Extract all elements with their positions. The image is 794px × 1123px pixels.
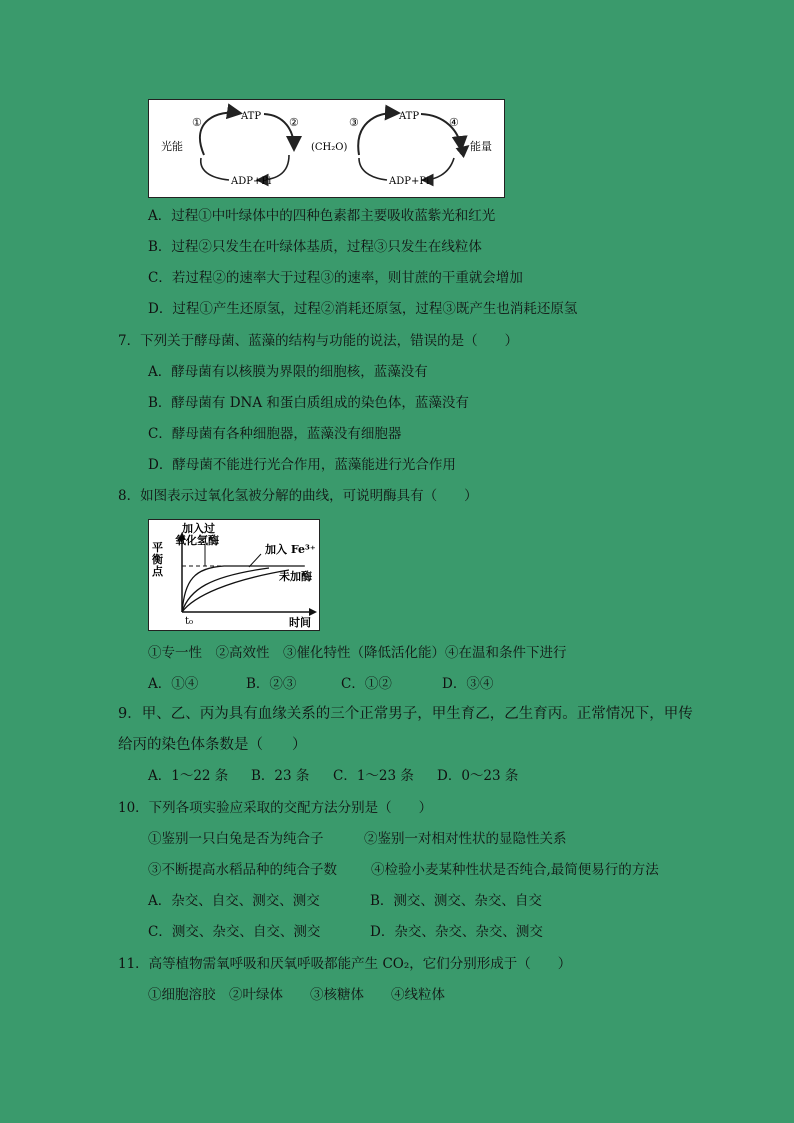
q8-option-c: C．①② <box>341 676 392 692</box>
label-atp-left: ATP <box>241 111 262 122</box>
q11-items: ①细胞溶胶 ②叶绿体 ③核糖体 ④线粒体 <box>148 987 445 1003</box>
q10-option-b: B．测交、测交、杂交、自交 <box>370 893 542 909</box>
label-energy: 能量 <box>470 140 492 153</box>
curve-fe3 <box>182 568 269 612</box>
graph-svg <box>149 520 319 630</box>
arrow-process-3 <box>358 113 397 155</box>
label-light-energy: 光能 <box>161 140 183 153</box>
label-adp-left: ADP+Pi <box>231 176 272 187</box>
q8-option-a: A．①④ <box>148 676 199 692</box>
q9-option-b: B．23 条 <box>251 768 310 784</box>
q11-stem: 11．高等植物需氧呼吸和厌氧呼吸都能产生 CO₂，它们分别形成于（ ） <box>118 956 572 972</box>
q6-option-a: A．过程①中叶绿体中的四种色素都主要吸收蓝紫光和红光 <box>148 208 496 224</box>
curve-no-enzyme <box>182 570 289 612</box>
q9-option-d: D．0～23 条 <box>437 768 519 784</box>
label-time: 时间 <box>289 616 311 629</box>
q10-option-d: D．杂交、杂交、杂交、测交 <box>370 924 543 940</box>
label-circle-2: ② <box>289 116 299 129</box>
q6-option-d: D．过程①产生还原氢，过程②消耗还原氢，过程③既产生也消耗还原氢 <box>148 301 578 317</box>
label-fe3: 加入 Fe³⁺ <box>265 543 316 556</box>
q7-option-c: C．酵母菌有各种细胞器，蓝藻没有细胞器 <box>148 426 402 442</box>
q10-option-c: C．测交、杂交、自交、测交 <box>148 924 321 940</box>
q7-option-d: D．酵母菌不能进行光合作用，蓝藻能进行光合作用 <box>148 457 456 473</box>
q8-option-b: B．②③ <box>246 676 297 692</box>
q8-option-d: D．③④ <box>442 676 494 692</box>
q9-option-c: C．1～23 条 <box>333 768 414 784</box>
q9-option-a: A．1～22 条 <box>148 768 229 784</box>
q9-stem-line-1: 9．甲、乙、丙为具有血缘关系的三个正常男子，甲生育乙，乙生育丙。正常情况下，甲传 <box>118 706 693 722</box>
q10-option-a: A．杂交、自交、测交、测交 <box>148 893 320 909</box>
ylabel-char-3: 点 <box>152 565 163 578</box>
ylabel-char-1: 平 <box>152 541 163 554</box>
arrow-process-1 <box>200 112 239 155</box>
label-circle-3: ③ <box>349 116 359 129</box>
x-axis-arrow <box>309 608 317 616</box>
ylabel-char-2: 衡 <box>152 553 163 566</box>
q8-stem: 8．如图表示过氧化氢被分解的曲线，可说明酶具有（ ） <box>118 488 478 504</box>
label-catalase-line-1: 加入过 <box>182 522 215 535</box>
label-atp-right: ATP <box>399 111 420 122</box>
q10-item-4: ④检验小麦某种性状是否纯合,最简便易行的方法 <box>371 862 659 878</box>
h2o2-decomposition-graph <box>148 519 320 631</box>
q6-option-c: C．若过程②的速率大于过程③的速率，则甘蔗的干重就会增加 <box>148 270 523 286</box>
pointer-fe3 <box>249 554 261 567</box>
q7-option-b: B．酵母菌有 DNA 和蛋白质组成的染色体，蓝藻没有 <box>148 395 469 411</box>
label-circle-4: ④ <box>449 116 459 129</box>
q10-item-1: ①鉴别一只白兔是否为纯合子 <box>148 831 324 847</box>
atp-cycle-diagram <box>148 99 505 198</box>
q10-item-2: ②鉴别一对相对性状的显隐性关系 <box>364 831 567 847</box>
q9-stem-line-2: 给丙的染色体条数是（ ） <box>118 737 307 753</box>
q7-stem: 7．下列关于酵母菌、蓝藻的结构与功能的说法，错误的是（ ） <box>118 333 519 349</box>
label-adp-right: ADP+Pi <box>389 176 430 187</box>
q10-item-3: ③不断提高水稻品种的纯合子数 <box>148 862 337 878</box>
label-no-enzyme: 未加酶 <box>279 570 312 583</box>
label-catalase-line-2: 氧化氢酶 <box>175 534 219 547</box>
q10-stem: 10．下列各项实验应采取的交配方法分别是（ ） <box>118 800 433 816</box>
q6-option-b: B．过程②只发生在叶绿体基质，过程③只发生在线粒体 <box>148 239 482 255</box>
label-circle-1: ① <box>192 116 202 129</box>
q8-statements: ①专一性 ②高效性 ③催化特性（降低活化能）④在温和条件下进行 <box>148 645 567 661</box>
atp-cycle-svg <box>149 100 504 197</box>
arrow-adp-to-atp-right <box>359 158 387 180</box>
arrow-adp-to-atp-left <box>201 158 229 180</box>
q7-option-a: A．酵母菌有以核膜为界限的细胞核，蓝藻没有 <box>148 364 428 380</box>
label-t0: t₀ <box>185 616 194 627</box>
label-ch2o: (CH₂O) <box>311 142 348 153</box>
